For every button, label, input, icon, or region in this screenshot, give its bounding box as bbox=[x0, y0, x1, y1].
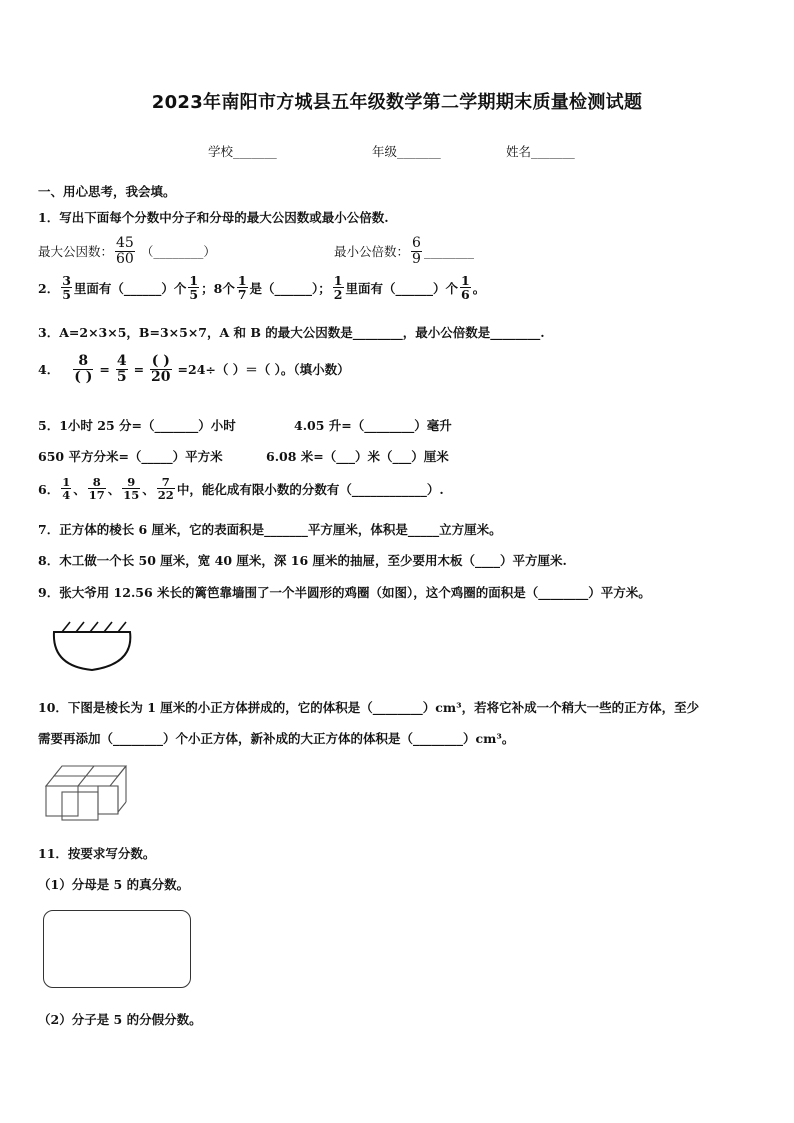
question-11-part-2: （2）分子是 5 的分假分数。 bbox=[38, 1012, 202, 1027]
lcm-label: 最小公倍数： bbox=[334, 244, 410, 260]
answer-box[interactable] bbox=[43, 910, 191, 988]
question-10-line-2: 需要再添加（________）个小正方体，新补成的大正方体的体积是（________）cm³。 bbox=[38, 731, 515, 746]
fraction: $\frac{1}{7}$ bbox=[237, 273, 247, 303]
fraction: $\frac{1}{6}$ bbox=[461, 273, 470, 303]
question-9: 9．张大爷用 12.56 米长的篱笆靠墙围了一个半圆形的鸡圈（如图），这个鸡圈的面积是（________）平方米。 bbox=[38, 585, 651, 600]
fraction: $\frac{( )}{20}$ bbox=[151, 353, 171, 385]
question-11: 11．按要求写分数。 bbox=[38, 846, 156, 861]
school-field: 学校_______ bbox=[208, 144, 277, 159]
semicircle-coop-figure bbox=[48, 616, 138, 674]
cube-stack-figure bbox=[42, 762, 134, 824]
fraction: $\frac{4}{5}$ bbox=[116, 353, 127, 385]
fraction: $\frac{1}{5}$ bbox=[189, 273, 199, 303]
question-4: 4． $\frac{8}{( )}$ = $\frac{4}{5}$ = $\frac{( )}{20}$ =24÷（ ）＝（ ）。（填小数） bbox=[38, 353, 350, 385]
fraction: $\frac{9}{15}$ bbox=[123, 475, 140, 503]
question-7: 7．正方体的棱长 6 厘米，它的表面积是_______平方厘米，体积是_____立方厘米。 bbox=[38, 522, 502, 537]
question-1-items bbox=[38, 236, 216, 266]
gcd-label: 最大公因数： bbox=[38, 244, 114, 260]
fraction: $\frac{1}{4}$ bbox=[62, 475, 71, 503]
question-5c: 650 平方分米=（_____）平方米 bbox=[38, 449, 223, 464]
fraction: $\frac{7}{22}$ bbox=[157, 475, 174, 503]
fraction: $\frac{1}{2}$ bbox=[333, 273, 343, 303]
question-11-part-1: （1）分母是 5 的真分数。 bbox=[38, 877, 190, 892]
name-field: 姓名_______ bbox=[506, 144, 575, 159]
question-5a: 5．1小时 25 分=（_______）小时 bbox=[38, 418, 236, 433]
question-10-line-1: 10．下图是棱长为 1 厘米的小正方体拼成的，它的体积是（________）cm³，若将它补成一个稍大一些的正方体，至少 bbox=[38, 700, 700, 715]
question-2: 2． $\frac{3}{5}$ 里面有（______）个 $\frac{1}{5}$ ；8个 $\frac{1}{7}$ 是（______）； $\frac{1}{2}$ 里面有（______）个 $\frac{1}{6}$ 。 bbox=[38, 273, 486, 303]
page-title: 2023年南阳市方城县五年级数学第二学期期末质量检测试题 bbox=[151, 92, 643, 113]
fraction: $\frac{8}{17}$ bbox=[88, 475, 105, 503]
question-1: 1．写出下面每个分数中分子和分母的最大公因数或最小公倍数. bbox=[38, 210, 389, 225]
section-heading: 一、用心思考，我会填。 bbox=[38, 184, 176, 199]
fraction-6-9: $\frac{6}{9}$ bbox=[412, 235, 421, 267]
question-5b: 4.05 升=（________）毫升 bbox=[294, 418, 452, 433]
question-6: 6． $\frac{1}{4}$ 、 $\frac{8}{17}$ 、 $\frac{9}{15}$ 、 $\frac{7}{22}$ 中，能化成有限小数的分数有（____________）. bbox=[38, 475, 444, 503]
fraction-45-60: $\frac{45}{60}$ bbox=[116, 235, 134, 267]
question-8: 8．木工做一个长 50 厘米，宽 40 厘米，深 16 厘米的抽屉，至少要用木板（____）平方厘米. bbox=[38, 553, 567, 568]
gcd-blank: （________） bbox=[140, 244, 216, 260]
lcm-blank: ________ bbox=[423, 243, 474, 259]
question-5d: 6.08 米=（___）米（___）厘米 bbox=[266, 449, 449, 464]
fraction: $\frac{3}{5}$ bbox=[62, 273, 71, 303]
question-3: 3．A=2×3×5，B=3×5×7，A 和 B 的最大公因数是________，最小公倍数是________. bbox=[38, 325, 545, 340]
grade-field: 年级_______ bbox=[372, 144, 441, 159]
question-1-items-right bbox=[334, 236, 474, 266]
fraction: $\frac{8}{( )}$ bbox=[74, 353, 93, 385]
